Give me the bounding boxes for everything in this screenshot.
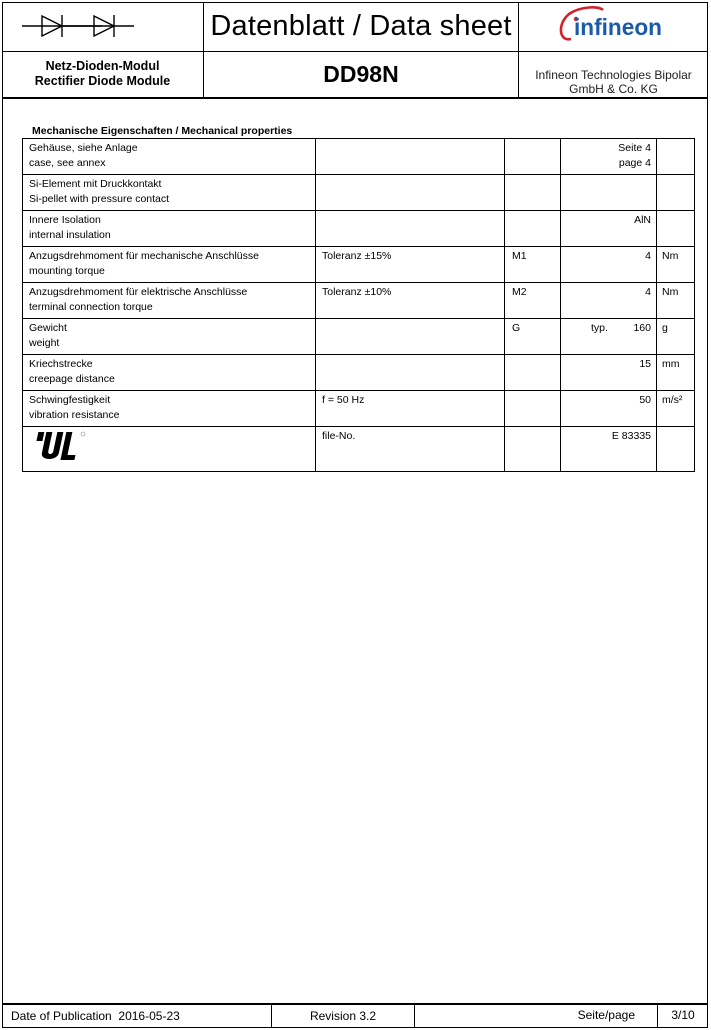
symbol-cell: M2 <box>505 283 561 319</box>
parameter-de: Innere Isolation <box>29 214 101 226</box>
infineon-logo <box>519 2 708 52</box>
table-row <box>23 427 695 472</box>
condition-cell <box>316 139 505 175</box>
table-row <box>23 319 695 355</box>
product-name-de: Netz-Dioden-Modul <box>45 59 160 73</box>
unit-cell <box>657 211 695 247</box>
file-no-value: E 83335 <box>561 427 657 472</box>
unit-cell: g <box>657 319 695 355</box>
value-line-2: page 4 <box>618 157 651 169</box>
table-row <box>23 211 695 247</box>
symbol-cell: M1 <box>505 247 561 283</box>
date-label: Date of Publication <box>11 1009 112 1023</box>
parameter-de: Si-Element mit Druckkontakt <box>29 178 162 190</box>
part-number: DD98N <box>204 52 519 97</box>
parameter-cell <box>23 319 316 355</box>
unit-cell: Nm <box>657 283 695 319</box>
value: 50 <box>639 394 651 406</box>
parameter-cell <box>23 391 316 427</box>
table-row <box>23 283 695 319</box>
parameter-en: terminal connection torque <box>29 301 153 313</box>
unit-cell <box>657 175 695 211</box>
symbol-cell <box>505 427 561 472</box>
value: AlN <box>634 214 651 226</box>
parameter-de: Gehäuse, siehe Anlage <box>29 142 138 154</box>
section-title: Mechanische Eigenschaften / Mechanical properties <box>32 125 293 137</box>
value-cell <box>561 175 657 211</box>
condition-cell <box>316 175 505 211</box>
symbol-cell <box>505 391 561 427</box>
ul-logo-cell <box>23 427 316 472</box>
svg-text:infineon: infineon <box>574 14 662 40</box>
footer <box>2 1003 708 1028</box>
symbol-cell <box>505 355 561 391</box>
value-cell <box>561 355 657 391</box>
date-value: 2016-05-23 <box>118 1009 180 1023</box>
parameter-en: creepage distance <box>29 373 115 385</box>
infineon-logo-icon <box>519 2 708 52</box>
ul-certification-icon <box>29 429 89 463</box>
value-cell <box>561 211 657 247</box>
value: 4 <box>645 286 651 298</box>
value-cell <box>561 139 657 175</box>
condition-cell: Toleranz ±10% <box>316 283 505 319</box>
parameter-en: weight <box>29 337 60 349</box>
symbol-cell: G <box>505 319 561 355</box>
value-cell <box>561 391 657 427</box>
table-row <box>23 391 695 427</box>
parameter-en: internal insulation <box>29 229 111 241</box>
parameter-de: Kriechstrecke <box>29 358 93 370</box>
unit-cell: m/s² <box>657 391 695 427</box>
product-name-en: Rectifier Diode Module <box>34 74 171 88</box>
page-number: 3/10 <box>671 1008 695 1022</box>
parameter-de: Schwingfestigkeit <box>29 394 111 406</box>
condition-cell <box>316 319 505 355</box>
company-name <box>519 52 708 97</box>
parameter-de: Anzugsdrehmoment für mechanische Anschlüsse <box>29 250 259 262</box>
parameter-en: mounting torque <box>29 265 105 277</box>
revision: Revision 3.2 <box>272 1005 415 1028</box>
parameter-de: Gewicht <box>29 322 67 334</box>
condition-cell <box>316 211 505 247</box>
diode-symbol-cell <box>2 2 204 52</box>
condition-cell: Toleranz ±15% <box>316 247 505 283</box>
value: 15 <box>639 358 651 370</box>
product-description <box>2 52 204 97</box>
parameter-en: case, see annex <box>29 157 106 169</box>
mechanical-properties-table <box>22 138 695 472</box>
file-no-label: file-No. <box>316 427 505 472</box>
document-title: Datenblatt / Data sheet <box>204 2 519 52</box>
typ-label: typ. <box>591 322 608 334</box>
value: Seite 4 <box>618 142 651 154</box>
publication-date <box>2 1005 272 1028</box>
unit-cell: mm <box>657 355 695 391</box>
table-row <box>23 247 695 283</box>
header <box>2 2 708 99</box>
condition-cell: f = 50 Hz <box>316 391 505 427</box>
symbol-cell <box>505 175 561 211</box>
parameter-cell <box>23 211 316 247</box>
parameter-de: Anzugsdrehmoment für elektrische Anschlüsse <box>29 286 248 298</box>
company-line-2: GmbH & Co. KG <box>569 82 658 96</box>
value-cell <box>561 319 657 355</box>
table-row <box>23 175 695 211</box>
company-line-1: Infineon Technologies Bipolar <box>535 68 692 82</box>
value: 160 <box>633 322 651 334</box>
table-row <box>23 139 695 175</box>
symbol-cell <box>505 211 561 247</box>
parameter-cell <box>23 175 316 211</box>
parameter-cell <box>23 355 316 391</box>
parameter-cell <box>23 247 316 283</box>
unit-cell <box>657 139 695 175</box>
parameter-cell <box>23 139 316 175</box>
symbol-cell <box>505 139 561 175</box>
condition-cell <box>316 355 505 391</box>
value: 4 <box>645 250 651 262</box>
dual-diode-symbol-icon <box>2 2 204 52</box>
value-cell <box>561 247 657 283</box>
parameter-en: vibration resistance <box>29 409 120 421</box>
value-cell <box>561 283 657 319</box>
parameter-en: Si-pellet with pressure contact <box>29 193 170 205</box>
unit-cell <box>657 427 695 472</box>
table-row <box>23 355 695 391</box>
unit-cell: Nm <box>657 247 695 283</box>
page-label: Seite/page <box>415 1005 658 1028</box>
parameter-cell <box>23 283 316 319</box>
